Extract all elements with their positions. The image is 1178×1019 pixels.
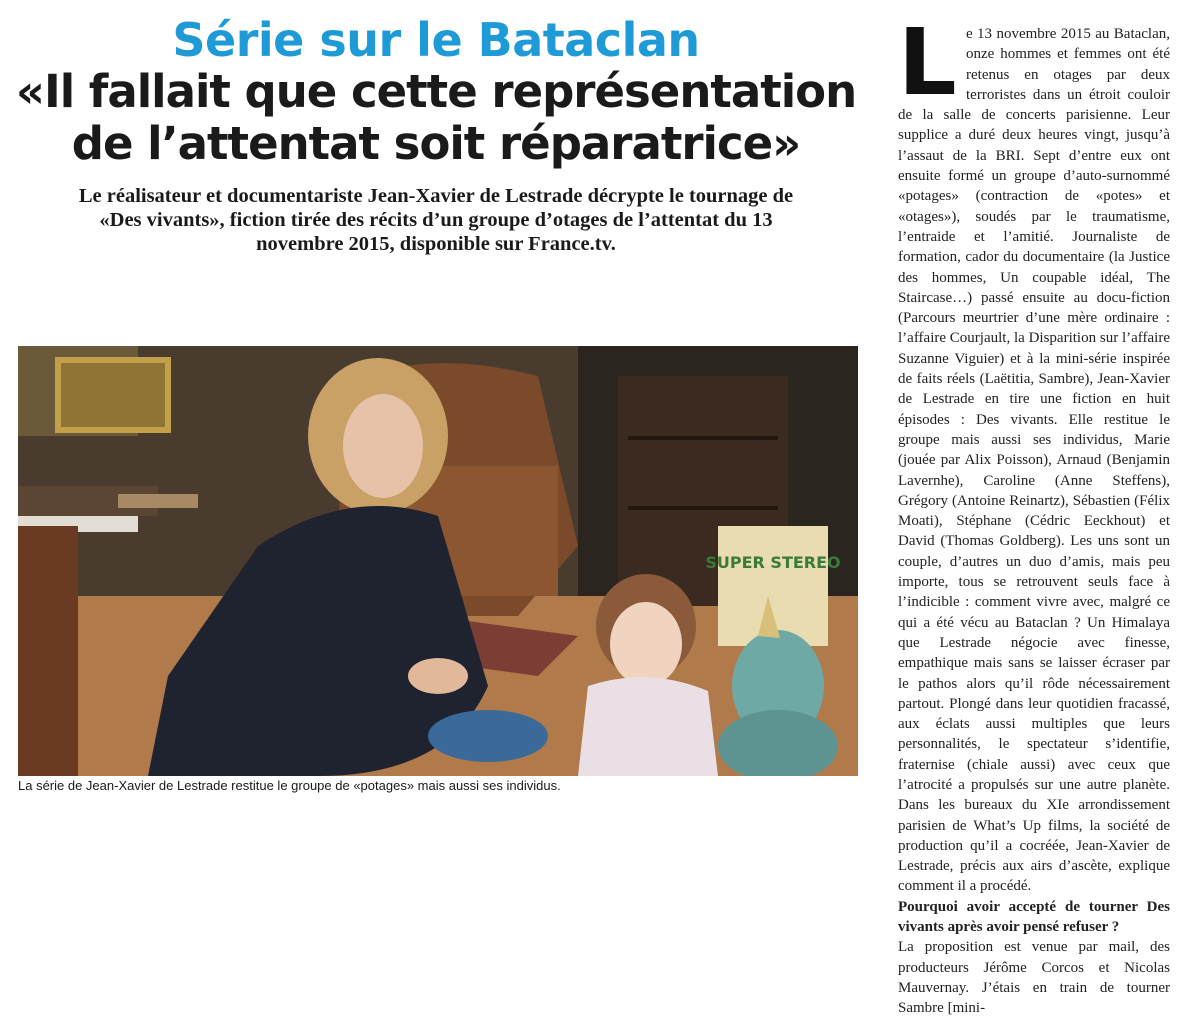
interview-answer: La proposition est venue par mail, des producteurs Jérôme Corcos et Nicolas Mauvernay. J’étais en train de tourner Sambre [mini- bbox=[898, 939, 1170, 1017]
photo-illustration bbox=[18, 346, 858, 776]
headline: «Il fallait que cette représentation de l’attentat soit réparatrice» bbox=[15, 65, 857, 170]
article-photo bbox=[18, 346, 858, 776]
drop-cap: L bbox=[898, 9, 957, 116]
body-text: e 13 novembre 2015 au Bataclan, onze hommes et femmes ont été retenus en otages par deux terroristes dans un étroit couloir de la salle de concerts parisienne. Leur supplice a duré deux heures vingt, jusqu’à l’assaut de la BRI. Sept d’entre eux ont ensuite formé un groupe d’auto-surnommé «potages» (contraction de «potes» et «otages»), soudés par le traumatisme, l’entraide et l’amitié. Journaliste de formation, cador du documentaire (la Justice des hommes, Un coupable idéal, The Staircase…) passé ensuite au docu-fiction (Parcours meurtrier d’une mère ordinaire : l’affaire Courjault, la Disparition sur l’affaire Suzanne Viguier) et à la mini-série inspirée de faits réels (Laëtitia, Sambre), Jean-Xavier de Lestrade en tire une fiction en huit épisodes : Des vivants. Elle restitue le groupe mais aussi ses individus, Marie (jouée par Alix Poisson), Arnaud (Benjamin Lavernhe), Caroline (Anne Steffens), Grégory (Antoine Reinartz), Sébastien (Félix Moati), Stéphane (Cédric Eeckhout) et David (Thomas Goldberg). Les uns sont un couple, d’autres un duo d’amis, mais peu importe, tous se retrouvent seuls face à l’indicible : comment vivre avec, malgré ce qui a été vécu au Bataclan ? Un Himalaya que Lestrade négocie avec finesse, empathique mais sans se laisser écraser par le pathos alors qu’il rôde nécessairement partout. Plongé dans leur quotidien fracassé, aux éclats aussi multiples que leurs personnalités, le spectateur s’identifie, fraternise (chiale aussi) avec ceux que l’atrocité a propulsés sur une autre planète. Dans les bureaux du XIe arrondissement parisien de What’s Up films, la société de production qu’il a cocréée, Jean-Xavier de Lestrade, précis aux airs d’ascète, explique comment il a procédé. bbox=[898, 26, 1170, 895]
headline-block bbox=[10, 14, 862, 256]
kicker: Série sur le Bataclan bbox=[172, 13, 700, 67]
record-sleeve-text: SUPER STEREO bbox=[705, 553, 841, 572]
body-paragraph bbox=[898, 9, 1170, 897]
photo-caption: La série de Jean-Xavier de Lestrade restitue le groupe de «potages» mais aussi ses individus. bbox=[18, 778, 561, 793]
interview-question: Pourquoi avoir accepté de tourner Des vivants après avoir pensé refuser ? bbox=[898, 898, 1170, 936]
article-body bbox=[898, 9, 1170, 1019]
standfirst: Le réalisateur et documentariste Jean-Xavier de Lestrade décrypte le tournage de «Des vivants», fiction tirée des récits d’un groupe d’otages de l’attentat du 13 novembre 2015, disponible sur France.tv. bbox=[78, 185, 794, 255]
